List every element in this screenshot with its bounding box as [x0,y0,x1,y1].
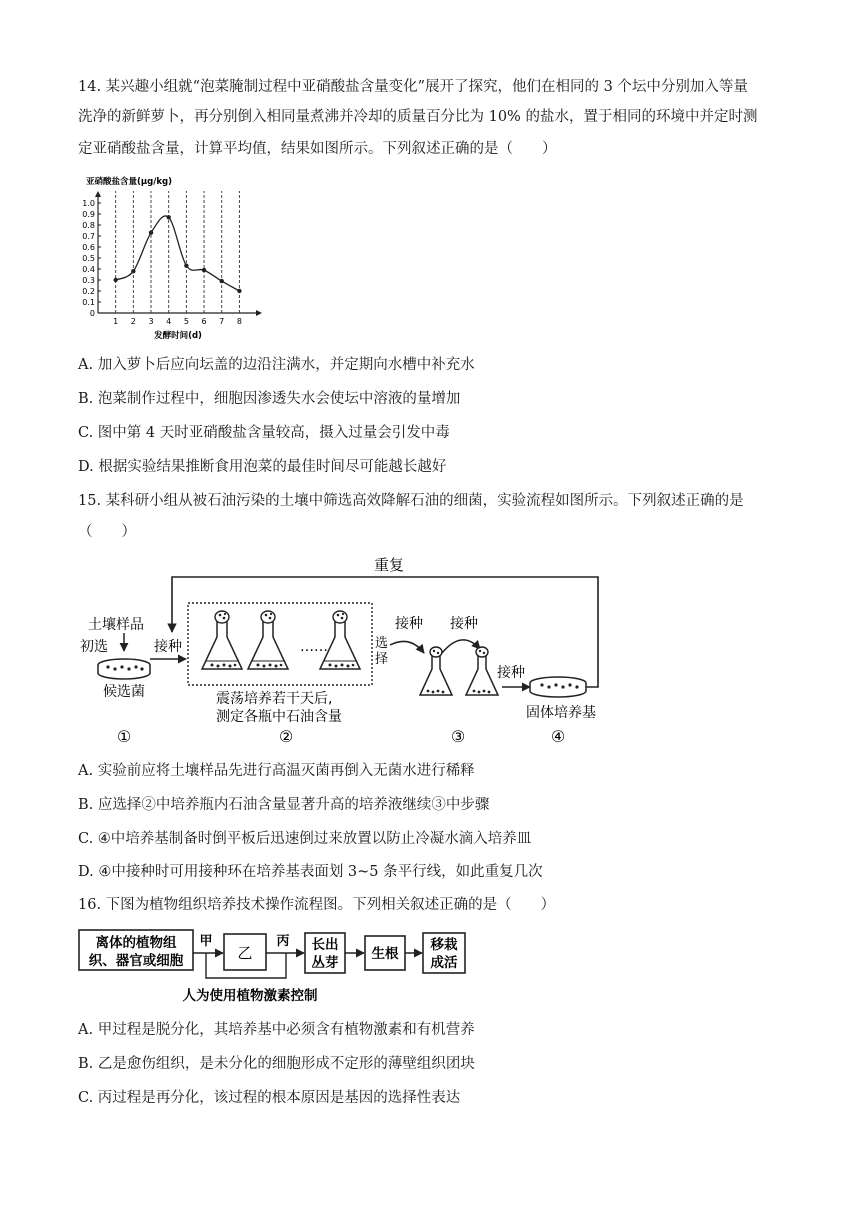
transplant-line-1: 移栽 [430,937,458,953]
repeat-loop-line [172,577,598,687]
flask-ellipsis: …… [300,639,328,655]
chart-x-tick-label: 5 [183,317,189,326]
bing-label: 丙 [276,934,290,949]
plant-tissue-culture-flowchart [78,928,478,1008]
inoculate-label-1: 接种 [154,639,182,655]
chart-x-tick-label: 4 [166,317,172,326]
bacteria-screening-diagram [78,553,638,748]
inoculate-label-4: 接种 [497,665,525,681]
step-2-label: ② [278,727,294,746]
chart-x-tick-label: 6 [201,317,207,326]
chart-x-tick-label: 3 [148,317,154,326]
step-1-label: ① [116,727,132,746]
q14-option-b: B. 泡菜制作过程中，细胞因渗透失水会使坛中溶液的量增加 [78,391,461,407]
chart-y-tick-label: 0.2 [82,287,95,296]
q14-option-a: A. 加入萝卜后应向坛盖的边沿注满水，并定期向水槽中补充水 [78,357,475,373]
chart-x-axis-label: 发酵时间(d) [154,331,202,341]
step-3-label: ③ [450,727,466,746]
q15-option-a: A. 实验前应将土壤样品先进行高温灭菌再倒入无菌水进行稀释 [78,763,475,779]
candidate-label: 候选菌 [103,684,145,700]
chart-y-tick-label: 0.4 [82,265,95,274]
chart-y-tick-label: 1.0 [82,199,95,208]
flask-2 [248,611,288,669]
transplant-line-2: 成活 [430,955,458,971]
chart-y-tick-label: 0.5 [82,254,95,263]
q16-option-c: C. 丙过程是再分化，该过程的根本原因是基因的选择性表达 [78,1090,461,1106]
chart-data-point [202,268,206,272]
inoculate-label-2: 接种 [395,616,423,632]
q14-stem-line-1: 14. 某兴趣小组就“泡菜腌制过程中亚硝酸盐含量变化”展开了探究，他们在相同的 3 个坛中分别加入等量 [78,79,748,95]
chart-y-tick-label: 0.7 [82,232,95,241]
flask-step3-a [420,647,452,695]
chart-y-tick-label: 0.8 [82,221,95,230]
chart-data-point [131,269,135,273]
shoots-line-2: 丛芽 [311,955,339,971]
select-label-1: 选 [375,636,389,651]
chart-x-tick-label: 1 [113,317,119,326]
isolated-tissue-line-2: 织、器官或细胞 [88,953,184,969]
chart-y-tick-label: 0.3 [82,276,95,285]
chart-x-axis-arrow [256,310,262,316]
chart-data-point [166,215,170,219]
chart-y-axis-label: 亚硝酸盐含量(μg/kg) [86,177,172,187]
q16-stem: 16. 下图为植物组织培养技术操作流程图。下列相关叙述正确的是（ ） [78,897,556,913]
flask-step3-b [466,647,498,695]
q14-stem-line-2: 洗净的新鲜萝卜，再分别倒入相同量煮沸并冷却的质量百分比为 10% 的盐水，置于相同的环境中并定时测 [78,109,758,125]
q14-option-c: C. 图中第 4 天时亚硝酸盐含量较高，摄入过量会引发中毒 [78,425,450,441]
q15-option-b: B. 应选择②中培养瓶内石油含量显著升高的培养液继续③中步骤 [78,797,490,813]
q16-option-a: A. 甲过程是脱分化，其培养基中必须含有植物激素和有机营养 [78,1022,475,1038]
inoculate-label-3: 接种 [450,616,478,632]
chart-y-tick-label: 0.1 [82,298,95,307]
q15-stem-line-1: 15. 某科研小组从被石油污染的土壤中筛选高效降解石油的细菌，实验流程如图所示。下列叙述正确的是 [78,493,744,509]
q15-stem-line-2: （ ） [78,524,136,540]
chart-x-tick-label: 8 [236,317,242,326]
shake-caption-1: 震荡培养若干天后, [216,691,333,707]
chart-y-tick-label: 0 [89,309,95,318]
q15-option-c: C. ④中培养基制备时倒平板后迅速倒过来放置以防止冷凝水滴入培养皿 [78,831,532,847]
inoculate-arrow-3 [442,640,480,653]
chart-data-point [184,264,188,268]
flask-1 [202,611,242,669]
yi-label: 乙 [237,944,253,962]
solid-medium-petri-dish [530,677,586,697]
chart-x-tick-label: 7 [219,317,225,326]
chart-data-point [113,278,117,282]
chart-y-axis-arrow [95,191,101,197]
q16-option-b: B. 乙是愈伤组织，是未分化的细胞形成不定形的薄壁组织团块 [78,1056,475,1072]
repeat-label: 重复 [373,556,405,574]
hormone-control-label: 人为使用植物激素控制 [182,988,318,1004]
chart-y-tick-label: 0.9 [82,210,95,219]
q15-option-d: D. ④中接种时可用接种环在培养基表面划 3~5 条平行线，如此重复几次 [78,864,543,880]
rooting-label: 生根 [371,946,399,962]
nitrite-line-chart [78,172,268,342]
solid-medium-label: 固体培养基 [526,705,596,721]
candidate-petri-dish [98,659,150,679]
select-arrow [390,641,424,653]
q14-stem-line-3: 定亚硝酸盐含量，计算平均值，结果如图所示。下列叙述正确的是（ ） [78,141,557,157]
jia-label: 甲 [199,934,213,949]
q14-option-d: D. 根据实验结果推断食用泡菜的最佳时间尽可能越长越好 [78,459,447,475]
shake-caption-2: 测定各瓶中石油含量 [216,709,342,725]
chart-x-tick-label: 2 [130,317,136,326]
chart-data-point [237,289,241,293]
primary-screen-label: 初选 [80,639,108,655]
step-4-label: ④ [550,727,566,746]
chart-data-point [149,231,153,235]
select-label-2: 择 [375,652,389,667]
chart-data-point [220,279,224,283]
shoots-line-1: 长出 [311,937,339,953]
soil-sample-label: 土壤样品 [88,617,144,633]
isolated-tissue-line-1: 离体的植物组 [95,935,177,951]
chart-y-tick-label: 0.6 [82,243,95,252]
